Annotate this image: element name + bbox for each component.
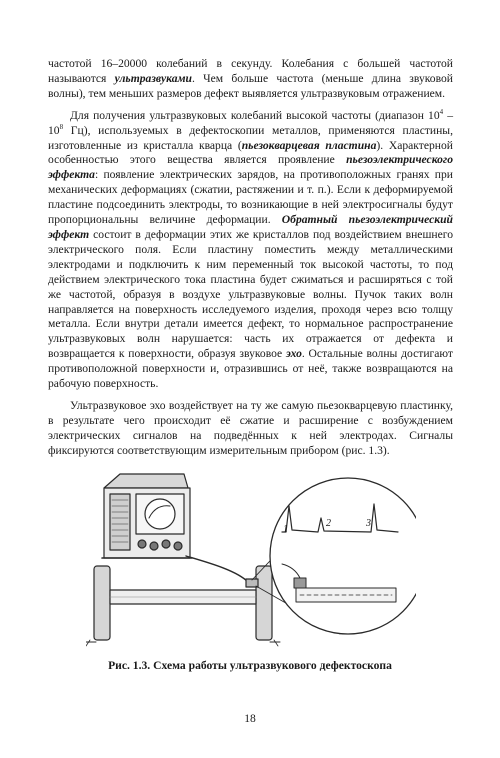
body-paragraph: [48, 399, 453, 459]
figure-caption: Рис. 1.3. Схема работы ультразвукового дефектоскопа: [108, 659, 392, 672]
emphasized-term: пьезоэлектрического эффекта: [48, 153, 453, 182]
probe-transducer: [294, 578, 306, 588]
text-run: : появление электрических зарядов, на противоположных гранях при механических деформациях (сжатии, растяжении и т. п.). Если к деформируемой пластине подсоединить электроды, то возникающие в ней электросигналы будут пропорциональны величине деформации.: [48, 168, 453, 227]
text-run: состоит в деформации этих же кристаллов под воздействием внешнего электрического поля. Если пластину поместить между металлическими электродами и подключить к ним переменный ток высокой частоты, то под действием электрического тока пластина будет сжиматься и расширяться с той же частотой, образуя в воздухе ультразвуковые волны. Пучок таких волн направляется на поверхность исследуемого изделия, проходя через всю толщу металла. Если внутри детали имеется дефект, то нормальное распространение ультразвуковых волн нарушается: часть их отражается от дефекта и возвращается к поверхности, образуя звуковое: [48, 227, 453, 361]
text-run: . Чем больше частота (меньше длина звуковой волны), тем меньших размеров дефект выявляется ультразвуковым отражением.: [48, 71, 453, 100]
body-paragraph: [48, 57, 453, 102]
echo-label-3: 3: [366, 518, 371, 529]
text-run: Гц), используемых в дефектоскопии металлов, применяются пластины, изготовленные из кристалла кварца (: [48, 123, 453, 152]
echo-label-2: 2: [326, 518, 331, 529]
superscript: 8: [59, 122, 64, 131]
body-paragraph: [48, 109, 453, 392]
text-run: . Остальные волны достигают противоположной поверхности и, отразившись от неё, также возвращаются на рабочую поверхность.: [48, 347, 454, 391]
superscript: 4: [439, 107, 444, 116]
emphasized-term: ультразвуками: [114, 71, 192, 85]
instrument-device: [102, 474, 192, 558]
emphasized-term: пьезокварцевая пластина: [241, 138, 377, 152]
defectoscope-schematic: [86, 466, 416, 656]
text-run: Ультразвуковое эхо воздействует на ту же самую пьезокварцевую пластинку, в результате чего происходит её сжатие и расширение с возбуждением электрических сигналов на подведённых к ней электродах. Сигналы фиксируются соответствующим измерительным прибором (рис. 1.3).: [48, 398, 453, 457]
text-run: ). Характерной особенностью этого вещества является проявление: [48, 138, 453, 167]
echo-label-1: 1: [283, 524, 288, 535]
probe-cable: [186, 556, 248, 582]
text-run: частотой 16–20000 колебаний в секунду. Колебания с большей частотой называются: [48, 57, 453, 85]
wheelset-axle: [86, 566, 280, 646]
magnified-circle: [270, 478, 416, 634]
page-number: 18: [244, 712, 256, 725]
text-run: Для получения ультразвуковых колебаний высокой частоты (диапазон 10: [70, 108, 440, 122]
emphasized-term: эхо: [285, 347, 302, 361]
emphasized-term: Обратный пьезоэлектрический эффект: [48, 213, 453, 241]
defectoscope-figure: [86, 466, 416, 656]
body-text: [48, 57, 453, 459]
text-run: – 10: [48, 108, 453, 137]
